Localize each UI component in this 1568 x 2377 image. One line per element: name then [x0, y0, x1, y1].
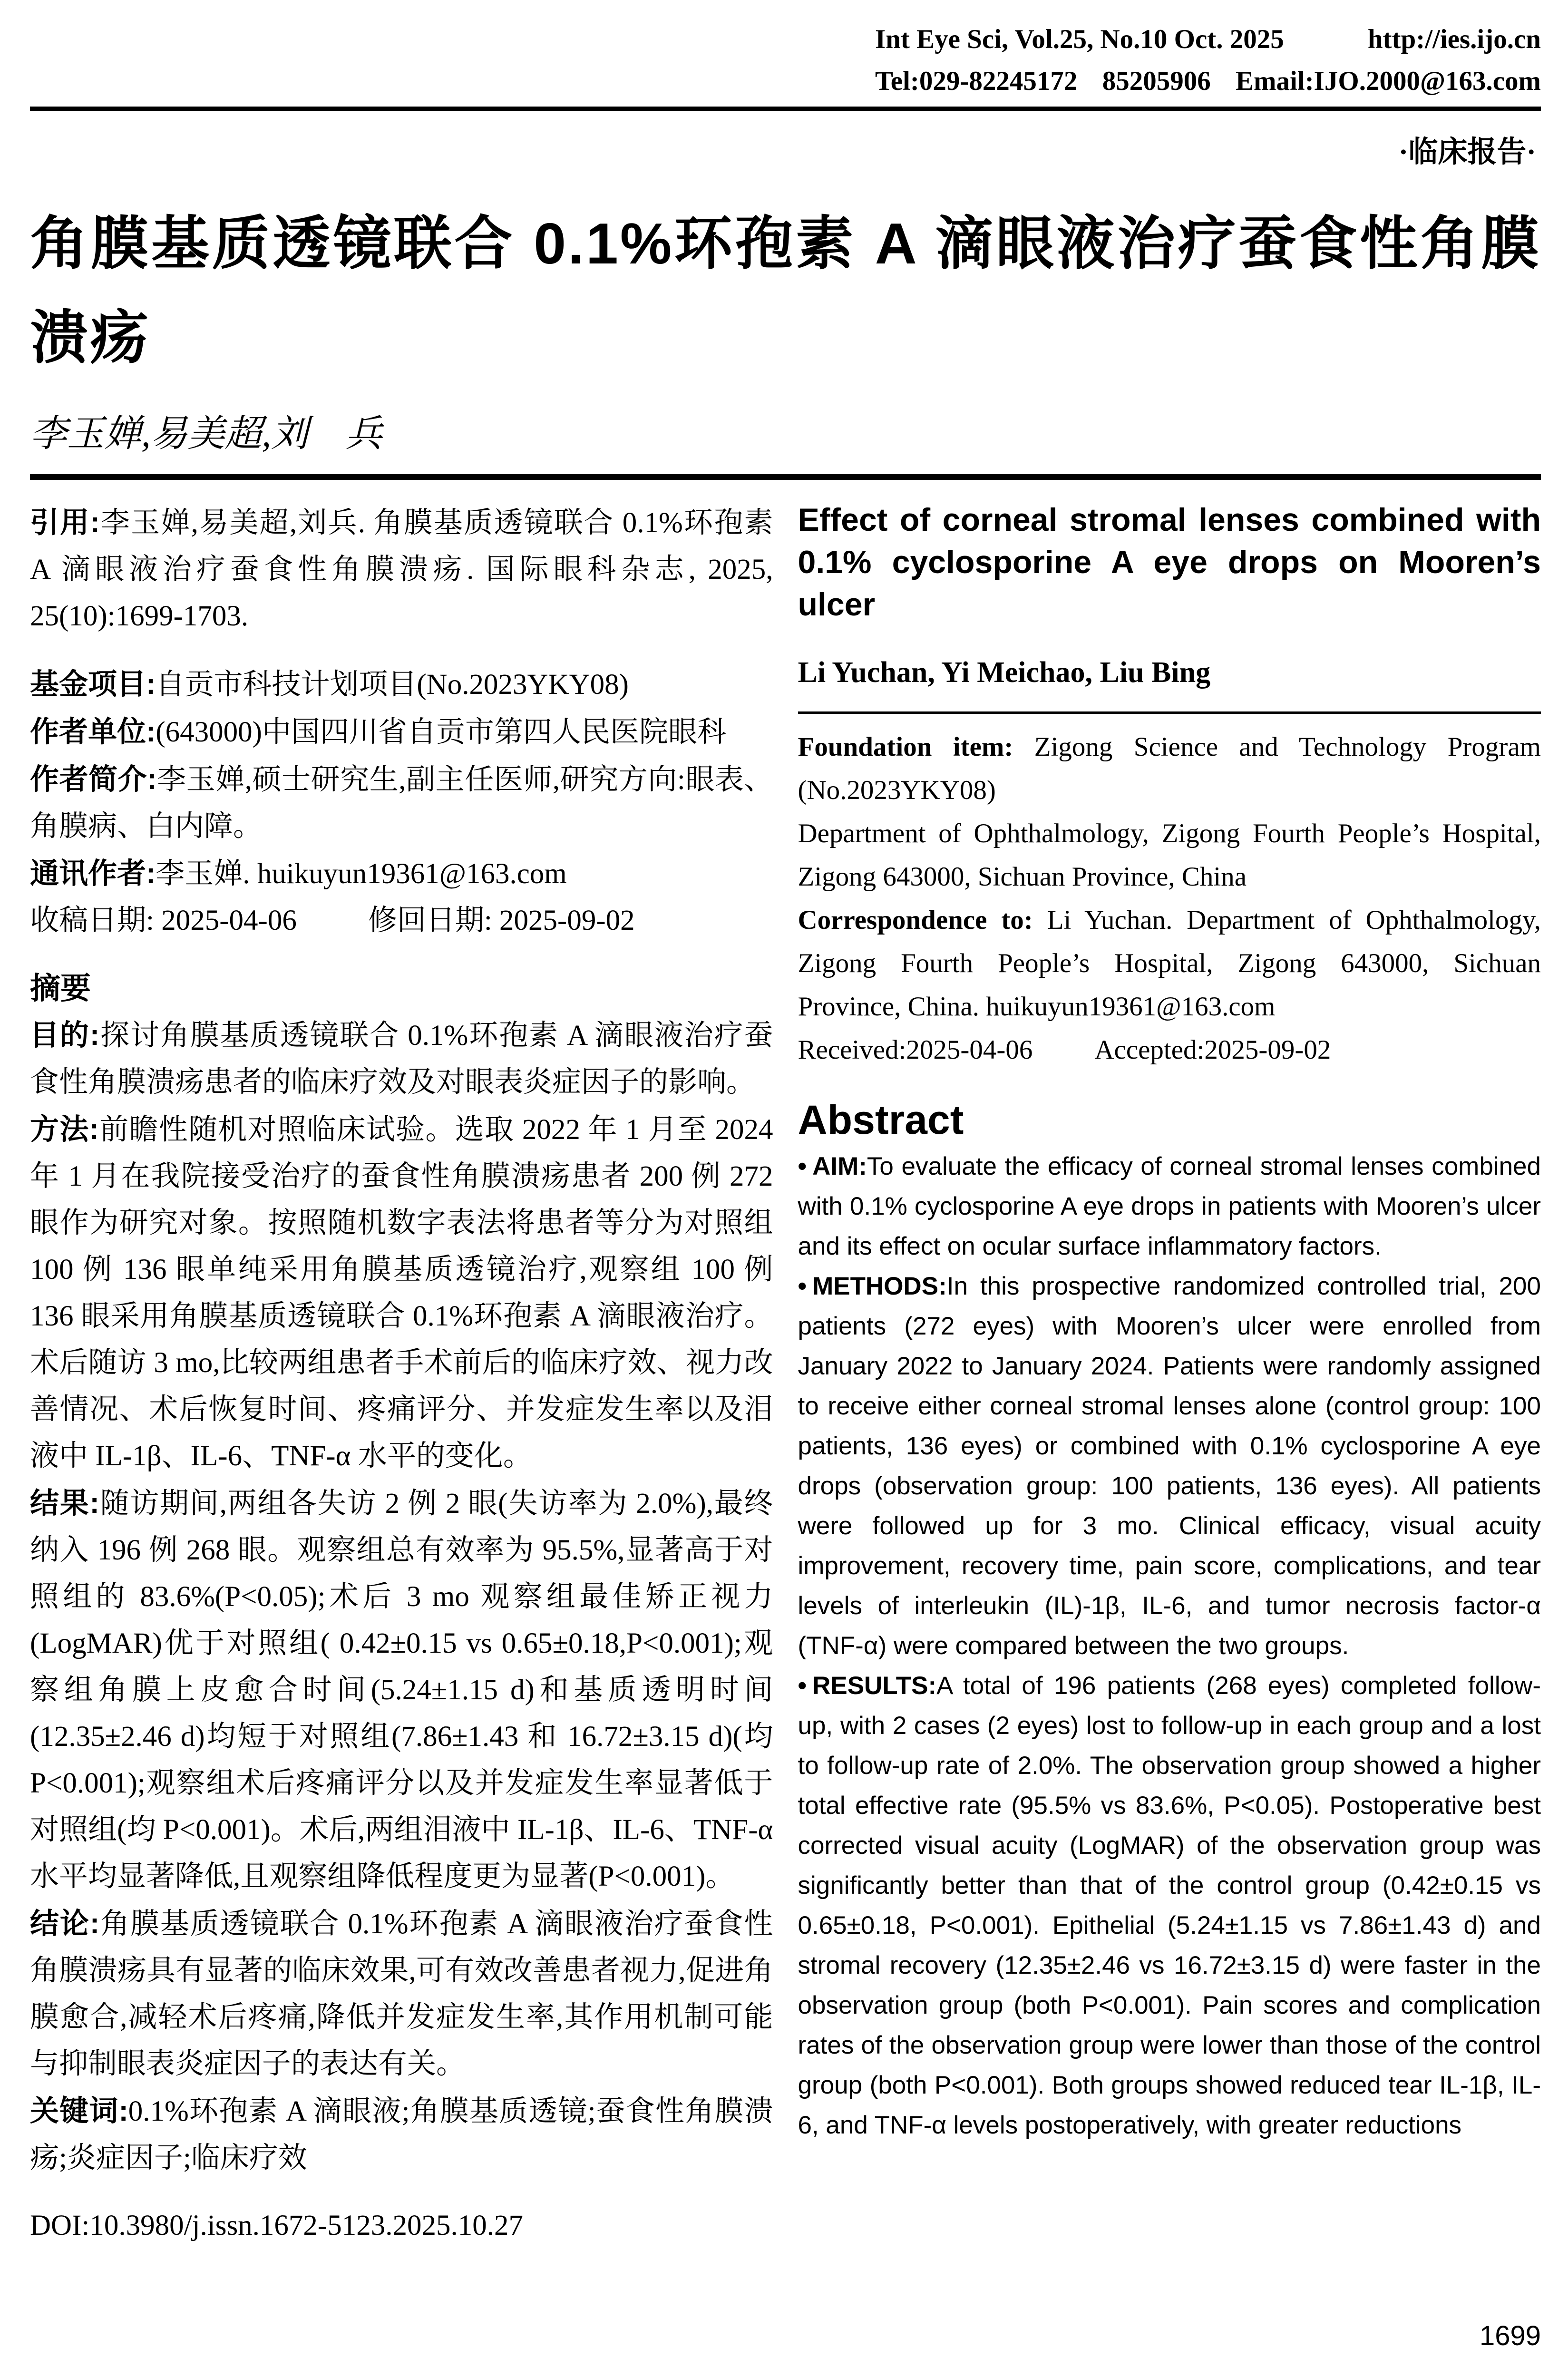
meta-block-en: [798, 725, 1541, 1072]
aim-paragraph-en: [798, 1147, 1541, 1266]
two-column-body: [30, 499, 1541, 2249]
foundation-text-en: Zigong Science and Technology Program (No.2023YKY08): [798, 732, 1541, 805]
authors-cn: 李玉婵,易美超,刘 兵: [30, 413, 383, 454]
methods-label-cn: 方法:: [30, 1113, 99, 1145]
article-title-en: Effect of corneal stromal lenses combined with 0.1% cyclosporine A eye drops on Mooren’s ulcer: [798, 502, 1541, 623]
author-bio-paragraph: [30, 756, 773, 850]
journal-email: Email:IJO.2000@163.com: [1236, 66, 1541, 96]
page-number: 1699: [1479, 2320, 1541, 2351]
right-column: [798, 499, 1541, 2145]
affiliation-label: 作者单位:: [30, 715, 156, 748]
section-tag: ·临床报告·: [1398, 136, 1536, 168]
authors-divider-rule: [798, 711, 1541, 714]
results-paragraph-en: [798, 1666, 1541, 2145]
aim-text-en: To evaluate the efficacy of corneal stromal lenses combined with 0.1% cyclosporine A eye drops in patients with Mooren’s ulcer and its effect on ocular surface inflammatory factors.: [798, 1152, 1541, 1260]
left-column: [30, 499, 773, 2249]
fund-label: 基金项目:: [30, 668, 156, 700]
citation-text: 李玉婵,易美超,刘兵. 角膜基质透镜联合 0.1%环孢素 A 滴眼液治疗蚕食性角膜溃疡. 国际眼科杂志, 2025, 25(10):1699-1703.: [30, 507, 773, 632]
results-text-cn: 随访期间,两组各失访 2 例 2 眼(失访率为 2.0%),最终纳入 196 例 268 眼。观察组总有效率为 95.5%,显著高于对照组的 83.6%(P<0.05);术后 3 mo 观察组最佳矫正视力(LogMAR)优于对照组( 0.42±0.15 vs 0.65±0.18,P<0.001);观察组角膜上皮愈合时间(5.24±1.15 d)和基质透明时间(12.35±2.46 d)均短于对照组(7.86±1.43 和 16.72±3.15 d)(均 P<0.001);观察组术后疼痛评分以及并发症发生率显著低于对照组(均 P<0.001)。术后,两组泪液中 IL-1β、IL-6、TNF-α 水平均显著降低,且观察组降低程度更为显著(P<0.001)。: [30, 1488, 773, 1892]
header-divider-rule: [30, 107, 1541, 111]
abstract-heading-en: Abstract: [798, 1097, 964, 1143]
citation-label: 引用:: [30, 506, 100, 538]
affiliation-paragraph: [30, 708, 773, 756]
journal-header: [875, 25, 1541, 96]
revised-date: 修回日期: 2025-09-02: [368, 905, 635, 936]
conclusion-label-cn: 结论:: [30, 1907, 100, 1939]
conclusion-paragraph-cn: [30, 1900, 773, 2087]
foundation-label-en: Foundation item:: [798, 732, 1013, 762]
bullet-icon: •: [798, 1152, 807, 1180]
journal-issue: Int Eye Sci, Vol.25, No.10 Oct. 2025: [875, 24, 1284, 54]
citation-paragraph: [30, 499, 773, 640]
aim-label-en: AIM:: [812, 1152, 867, 1180]
author-bio-text: 李玉婵,硕士研究生,副主任医师,研究方向:眼表、角膜病、白内障。: [30, 764, 773, 842]
doi-line: DOI:10.3980/j.issn.1672-5123.2025.10.27: [30, 2210, 523, 2241]
bullet-icon: •: [798, 1272, 807, 1300]
author-bio-label: 作者简介:: [30, 763, 157, 795]
abstract-heading-cn: 摘要: [30, 971, 91, 1005]
affiliation-text: (643000)中国四川省自贡市第四人民医院眼科: [156, 716, 726, 748]
title-divider-rule: [30, 474, 1541, 480]
correspondence-label-en: Correspondence to:: [798, 905, 1033, 935]
foundation-paragraph-en: [798, 725, 1541, 812]
keywords-label-cn: 关键词:: [30, 2094, 128, 2127]
correspondence-paragraph: [30, 850, 773, 897]
results-label-cn: 结果:: [30, 1487, 99, 1519]
journal-tel: Tel:029-82245172: [875, 66, 1078, 96]
received-date: 收稿日期: 2025-04-06: [30, 905, 297, 936]
journal-website: http://ies.ijo.cn: [1367, 24, 1541, 54]
accepted-date-en: Accepted:2025-09-02: [1094, 1035, 1331, 1065]
results-paragraph-cn: [30, 1480, 773, 1900]
dates-line: [30, 897, 773, 944]
affiliation-paragraph-en: Department of Ophthalmology, Zigong Fourth People’s Hospital, Zigong 643000, Sichuan Province, China: [798, 818, 1541, 892]
journal-tel-2: 85205906: [1102, 66, 1211, 96]
page: [30, 0, 1541, 2249]
methods-text-cn: 前瞻性随机对照临床试验。选取 2022 年 1 月至 2024 年 1 月在我院接受治疗的蚕食性角膜溃疡患者 200 例 272 眼作为研究对象。按照随机数字表法将患者等分为对照组 100 例 136 眼单纯采用角膜基质透镜治疗,观察组 100 例 136 眼采用角膜基质透镜联合 0.1%环孢素 A 滴眼液治疗。术后随访 3 mo,比较两组患者手术前后的临床疗效、视力改善情况、术后恢复时间、疼痛评分、并发症发生率以及泪液中 IL-1β、IL-6、TNF-α 水平的变化。: [30, 1114, 773, 1472]
keywords-text-cn: 0.1%环孢素 A 滴眼液;角膜基质透镜;蚕食性角膜溃疡;炎症因子;临床疗效: [30, 2095, 773, 2174]
article-title-cn: 角膜基质透镜联合 0.1%环孢素 A 滴眼液治疗蚕食性角膜溃疡: [30, 211, 1541, 370]
keywords-paragraph-cn: [30, 2087, 773, 2182]
correspondence-text: 李玉婵. huikuyun19361@163.com: [156, 858, 567, 890]
aim-text-cn: 探讨角膜基质透镜联合 0.1%环孢素 A 滴眼液治疗蚕食性角膜溃疡患者的临床疗效及对眼表炎症因子的影响。: [30, 1020, 773, 1098]
results-label-en: RESULTS:: [812, 1672, 937, 1700]
authors-en: Li Yuchan, Yi Meichao, Liu Bing: [798, 656, 1211, 689]
methods-paragraph-en: [798, 1266, 1541, 1666]
methods-paragraph-cn: [30, 1106, 773, 1480]
aim-label-cn: 目的:: [30, 1019, 100, 1051]
fund-text: 自贡市科技计划项目(No.2023YKY08): [156, 669, 629, 701]
results-text-en: A total of 196 patients (268 eyes) completed follow-up, with 2 cases (2 eyes) lost to follow-up in each group and a lost to follow-up rate of 2.0%. The observation group showed a higher total effective rate (95.5% vs 83.6%, P<0.05). Postoperative best corrected visual acuity (LogMAR) of the observation group was significantly better than that of the control group (0.42±0.15 vs 0.65±0.18, P<0.001). Epithelial (5.24±1.15 vs 7.86±1.43 d) and stromal recovery (12.35±2.46 vs 16.72±3.15 d) were faster in the observation group (both P<0.001). Pain scores and complication rates of the observation group were lower than those of the control group (both P<0.001). Both groups showed reduced tear IL-1β, IL-6, and TNF-α levels postoperatively, with greater reductions: [798, 1672, 1541, 2139]
methods-label-en: METHODS:: [812, 1272, 947, 1300]
aim-paragraph-cn: [30, 1012, 773, 1106]
methods-text-en: In this prospective randomized controlled trial, 200 patients (272 eyes) with Mooren’s ulcer were enrolled from January 2022 to January 2024. Patients were randomly assigned to receive either corneal stromal lenses alone (control group: 100 patients, 136 eyes) or combined with 0.1% cyclosporine A eye drops (observation group: 100 patients, 136 eyes). All patients were followed up for 3 mo. Clinical efficacy, visual acuity improvement, recovery time, pain score, complications, and tear levels of interleukin (IL)-1β, IL-6, and tumor necrosis factor-α (TNF-α) were compared between the two groups.: [798, 1272, 1541, 1660]
correspondence-paragraph-en: [798, 898, 1541, 1028]
correspondence-label: 通讯作者:: [30, 857, 156, 889]
bullet-icon: •: [798, 1672, 807, 1700]
dates-line-en: [798, 1028, 1541, 1072]
received-date-en: Received:2025-04-06: [798, 1035, 1033, 1065]
fund-paragraph: [30, 661, 773, 708]
correspondence-text-en: Li Yuchan. Department of Ophthalmology, Zigong Fourth People’s Hospital, Zigong 643000, Sichuan Province, China. huikuyun19361@163.com: [798, 905, 1541, 1022]
conclusion-text-cn: 角膜基质透镜联合 0.1%环孢素 A 滴眼液治疗蚕食性角膜溃疡具有显著的临床效果,可有效改善患者视力,促进角膜愈合,减轻术后疼痛,降低并发症发生率,其作用机制可能与抑制眼表炎症因子的表达有关。: [30, 1908, 773, 2080]
